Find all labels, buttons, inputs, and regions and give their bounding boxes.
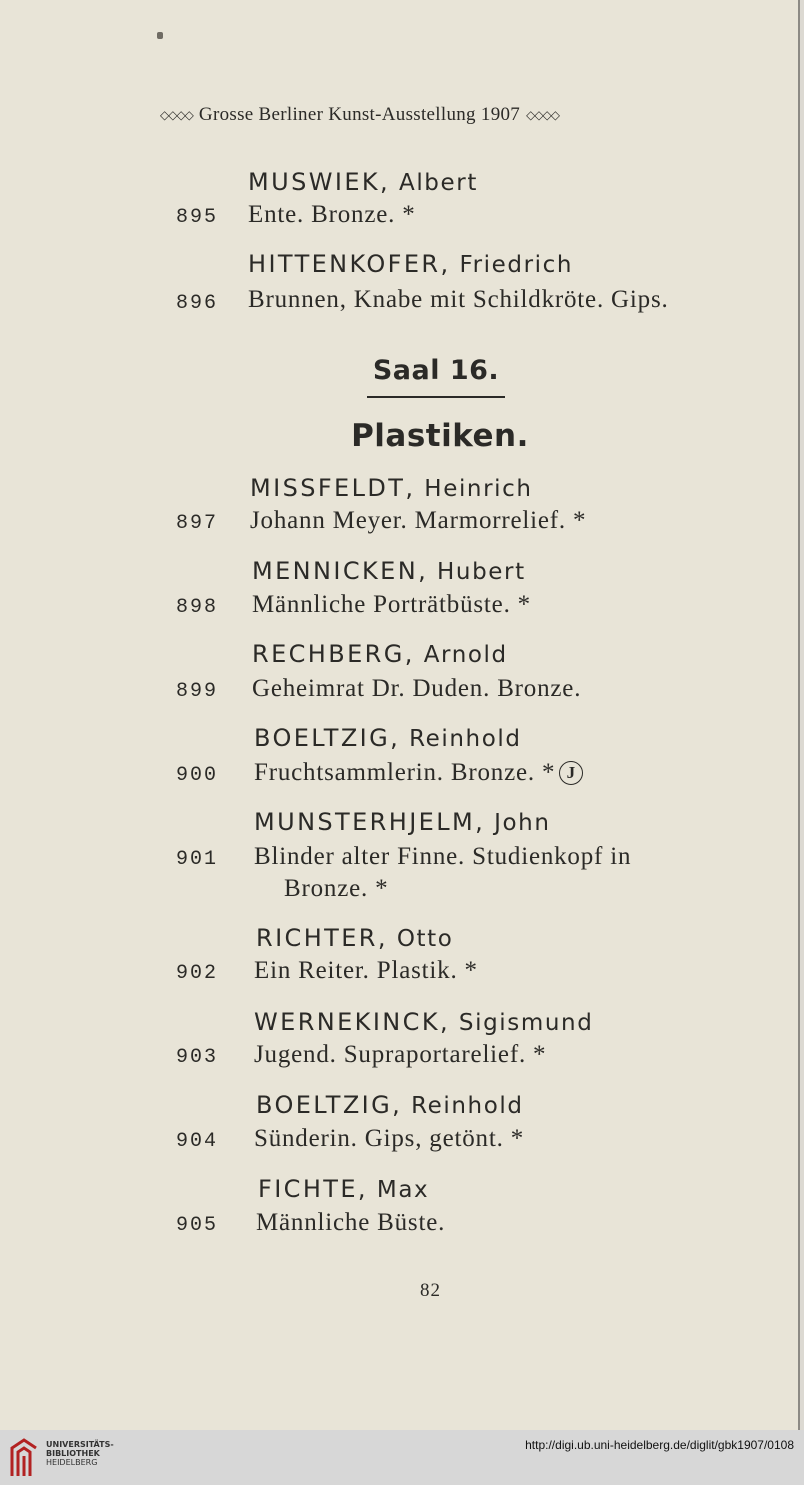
work-title: Johann Meyer. Marmorrelief. * (250, 507, 587, 534)
artist-name (254, 724, 522, 752)
work-title-continuation: Bronze. * (284, 875, 389, 902)
header-title: Grosse Berliner Kunst-Ausstellung 1907 (198, 104, 521, 125)
artist-name (256, 924, 453, 952)
room-heading-underline (367, 396, 505, 398)
library-logo-icon (8, 1436, 40, 1478)
catalog-number: 904 (176, 1130, 219, 1153)
catalog-number: 899 (176, 680, 219, 703)
artist-name (254, 808, 551, 836)
artist-given-name: Reinhold (411, 1093, 524, 1119)
work-title: Männliche Porträtbüste. * (252, 591, 531, 618)
artist-surname: WERNEKINCK, (254, 1008, 450, 1036)
source-url-link[interactable]: http://digi.ub.uni-heidelberg.de/diglit/gbk1907/0108 (525, 1438, 794, 1452)
catalog-number: 897 (176, 512, 219, 535)
work-title: Geheimrat Dr. Duden. Bronze. (252, 675, 582, 702)
work-title: Ente. Bronze. * (248, 201, 416, 228)
catalog-number: 898 (176, 596, 219, 619)
footer-bar (0, 1430, 804, 1485)
library-name-line1: UNIVERSITÄTS- (46, 1440, 114, 1449)
artist-given-name: Hubert (437, 559, 526, 585)
artist-name (248, 250, 573, 278)
catalog-number: 896 (176, 292, 219, 315)
artist-surname: HITTENKOFER, (248, 250, 451, 278)
catalog-number: 895 (176, 206, 219, 229)
library-name (46, 1440, 114, 1467)
artist-given-name: Albert (398, 170, 478, 196)
artist-given-name: John (494, 810, 551, 836)
work-title: Männliche Büste. (256, 1209, 446, 1236)
artist-name (256, 1091, 524, 1119)
catalog-number: 900 (176, 764, 219, 787)
artist-given-name: Friedrich (459, 252, 574, 278)
artist-surname: MENNICKEN, (252, 557, 429, 585)
page-number: 82 (420, 1280, 441, 1301)
work-title: Ein Reiter. Plastik. * (254, 957, 478, 984)
section-heading: Plastiken. (351, 418, 529, 454)
artist-surname: MUSWIEK, (248, 168, 391, 196)
artist-given-name: Sigismund (458, 1010, 594, 1036)
catalog-number: 905 (176, 1214, 219, 1237)
artist-name (248, 168, 478, 196)
artist-given-name: Otto (396, 926, 454, 952)
catalog-number: 903 (176, 1046, 219, 1069)
work-title-text: Fruchtsammlerin. Bronze. * (254, 759, 556, 786)
running-header (160, 104, 715, 126)
artist-given-name: Heinrich (424, 476, 533, 502)
artist-given-name: Max (376, 1177, 430, 1203)
header-ornament-right: ◇◇◇◇ (526, 107, 560, 122)
artist-surname: BOELTZIG, (256, 1091, 403, 1119)
artist-surname: MISSFELDT, (250, 474, 416, 502)
jury-mark-icon: J (559, 761, 583, 785)
room-heading: Saal 16. (372, 355, 500, 386)
artist-surname: BOELTZIG, (254, 724, 401, 752)
artist-surname: MUNSTERHJELM, (254, 808, 486, 836)
artist-surname: RECHBERG, (252, 640, 415, 668)
catalog-number: 901 (176, 848, 219, 871)
catalog-number: 902 (176, 962, 219, 985)
work-title: Blinder alter Finne. Studienkopf in (254, 843, 632, 870)
header-ornament-left: ◇◇◇◇ (160, 107, 193, 122)
artist-surname: RICHTER, (256, 924, 388, 952)
library-name-line3: HEIDELBERG (46, 1458, 98, 1467)
library-name-line2: BIBLIOTHEK (46, 1449, 100, 1458)
artist-name (254, 1008, 593, 1036)
artist-name (252, 640, 508, 668)
artist-given-name: Reinhold (409, 726, 522, 752)
work-title: Sünderin. Gips, getönt. * (254, 1125, 524, 1152)
work-title (254, 759, 583, 787)
work-title: Brunnen, Knabe mit Schildkröte. Gips. (248, 286, 669, 313)
artist-name (250, 474, 533, 502)
paper-speck (157, 32, 163, 39)
artist-given-name: Arnold (423, 642, 508, 668)
artist-surname: FICHTE, (258, 1175, 368, 1203)
artist-name (252, 557, 526, 585)
artist-name (258, 1175, 429, 1203)
work-title: Jugend. Supraportarelief. * (254, 1041, 547, 1068)
